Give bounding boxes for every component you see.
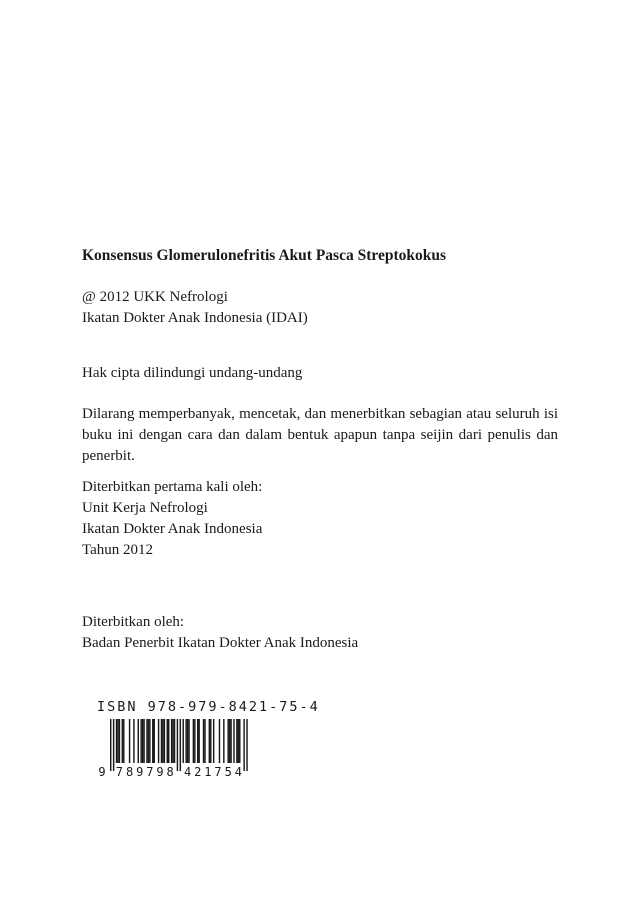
barcode-bar [204,719,205,763]
barcode-bar [110,719,111,771]
barcode-bar [140,719,141,763]
barcode-bar [183,719,184,763]
barcode-bar [236,719,237,763]
copyright-block [82,287,308,329]
barcode-bar [210,719,211,763]
barcode-bar [162,719,163,763]
barcode-bar [233,719,234,763]
barcode-bar [167,719,168,763]
barcode-digit: 4 [234,765,242,779]
barcode-bar [198,719,199,763]
barcode-digit: 5 [224,765,232,779]
barcode-bar [238,719,239,763]
barcode-digit: 1 [204,765,212,779]
barcode-bar [117,719,118,763]
isbn-block [97,699,320,779]
barcode-bar [146,719,147,763]
barcode-bar [158,719,159,763]
barcode-bar [113,719,114,771]
first-publisher-label: Diterbitkan pertama kali oleh: [82,479,263,495]
barcode-bar [229,719,230,763]
rights-notice: Hak cipta dilindungi undang-undang [82,365,303,381]
barcode-digit: 9 [156,765,164,779]
prohibition-notice: Dilarang memperbanyak, mencetak, dan menerbitkan sebagian atau seluruh isi buku ini dengan cara dan dalam bentuk apapun tanpa seijin dari penulis dan penerbit. [82,406,558,464]
barcode-bar [203,719,204,763]
barcode-bar [197,719,198,763]
barcode-bar [185,719,186,763]
barcode-bar [227,719,228,763]
publisher-block [82,612,358,654]
barcode-bar [172,719,173,763]
barcode-bar [164,719,165,763]
barcode-bar [133,719,134,763]
barcode-bar [152,719,153,763]
barcode-bar [193,719,194,763]
first-publisher-block [82,477,262,561]
barcode-bar [213,719,214,763]
first-publisher-year: Tahun 2012 [82,542,154,558]
barcode-bar [177,719,178,771]
barcode-bar [209,719,210,763]
barcode-bar [122,719,123,763]
copyright-line: @ 2012 UKK Nefrologi [82,289,228,305]
barcode-bar [171,719,172,763]
barcode-bar [154,719,155,763]
barcode-digit: 8 [166,765,174,779]
barcode-bar [219,719,220,763]
barcode-digit: 2 [194,765,202,779]
barcode-bar [116,719,117,763]
barcode-digit: 4 [183,765,192,779]
publisher-label: Diterbitkan oleh: [82,614,185,630]
first-publisher-org: Ikatan Dokter Anak Indonesia [82,521,263,537]
barcode-bar [142,719,143,763]
barcode-bar [180,719,181,771]
publisher-name: Badan Penerbit Ikatan Dokter Anak Indonesia [82,635,359,651]
book-title: Konsensus Glomerulonefritis Akut Pasca Streptokokus [82,247,447,264]
barcode-bar [119,719,120,763]
isbn-barcode [97,719,267,781]
barcode-bar [129,719,130,763]
barcode-bar [143,719,144,763]
barcode-bar [174,719,175,763]
barcode-digit: 8 [125,765,134,779]
barcode-bar [123,719,124,763]
barcode-digit: 7 [214,765,222,779]
first-publisher-unit: Unit Kerja Nefrologi [82,500,208,516]
barcode-bar [187,719,188,763]
barcode-digit: 9 [98,765,106,779]
barcode-bar [223,719,224,763]
barcode-graphic [97,719,267,781]
barcode-bar [148,719,149,763]
barcode-bar [188,719,189,763]
barcode-bar [168,719,169,763]
barcode-digit: 9 [136,765,144,779]
barcode-bar [230,719,231,763]
barcode-bar [239,719,240,763]
isbn-label: ISBN 978-979-8421-75-4 [97,699,320,715]
barcode-digit: 7 [115,765,124,779]
barcode-bar [161,719,162,763]
barcode-bar [246,719,247,771]
copyright-holder: Ikatan Dokter Anak Indonesia (IDAI) [82,310,308,326]
barcode-bar [138,719,139,763]
barcode-bar [149,719,150,763]
barcode-bar [243,719,244,771]
barcode-digit: 7 [146,765,154,779]
barcode-bar [194,719,195,763]
